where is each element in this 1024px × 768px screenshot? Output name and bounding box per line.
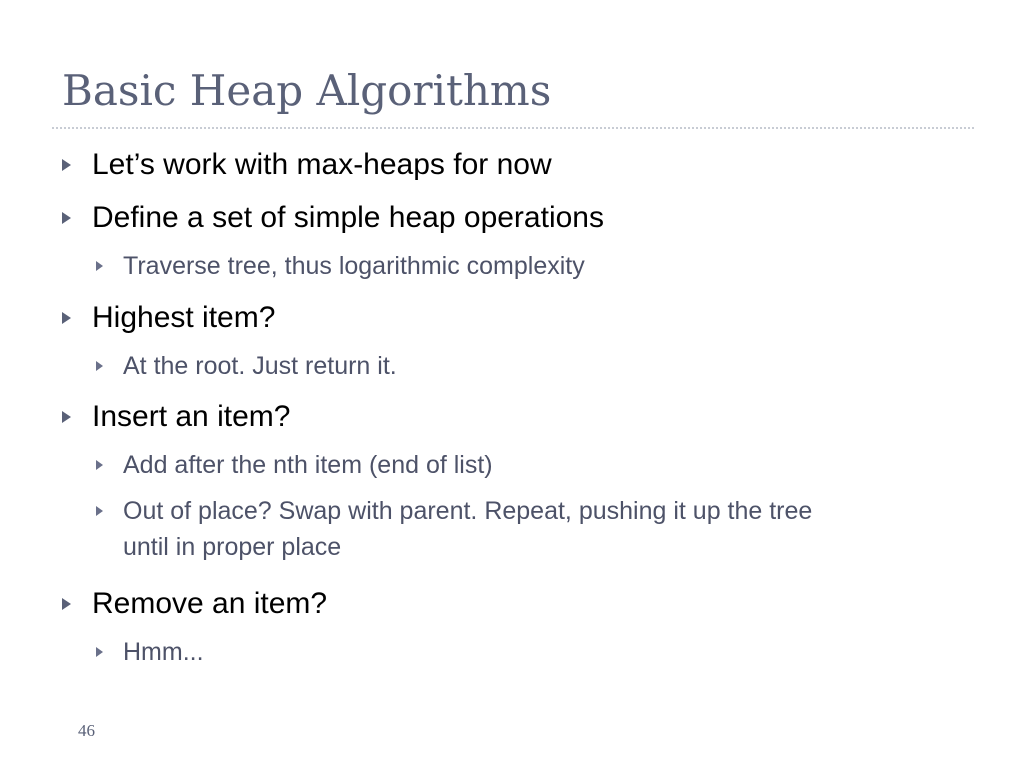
page-number: 46	[78, 721, 95, 740]
triangle-right-icon	[62, 159, 71, 171]
sub-bullet-text: Add after the nth item (end of list)	[123, 451, 493, 479]
bullet-text: Remove an item?	[92, 587, 328, 620]
sub-bullet-text-line: until in proper place	[123, 533, 342, 561]
triangle-right-icon	[62, 411, 71, 423]
sub-bullet-text: Traverse tree, thus logarithmic complexity	[123, 252, 585, 280]
triangle-right-icon	[62, 212, 71, 224]
triangle-right-icon	[62, 312, 71, 324]
bullet-text: Insert an item?	[92, 400, 291, 433]
triangle-right-icon	[96, 506, 103, 516]
bullet-text: Highest item?	[92, 301, 276, 334]
triangle-right-icon	[62, 598, 71, 610]
bullet-text: Let’s work with max-heaps for now	[92, 148, 552, 181]
sub-bullet-text	[123, 499, 812, 560]
triangle-right-icon	[96, 361, 103, 371]
triangle-right-icon	[96, 261, 103, 271]
bullet-text: Define a set of simple heap operations	[92, 201, 604, 234]
triangle-right-icon	[96, 460, 103, 470]
sub-bullet-text-line: Out of place? Swap with parent. Repeat, pushing it up the tree	[123, 497, 813, 525]
sub-bullet-text: At the root. Just return it.	[123, 352, 397, 380]
triangle-right-icon	[96, 647, 103, 657]
slide-title: Basic Heap Algorithms	[62, 66, 552, 115]
sub-bullet-text: Hmm...	[123, 638, 204, 666]
